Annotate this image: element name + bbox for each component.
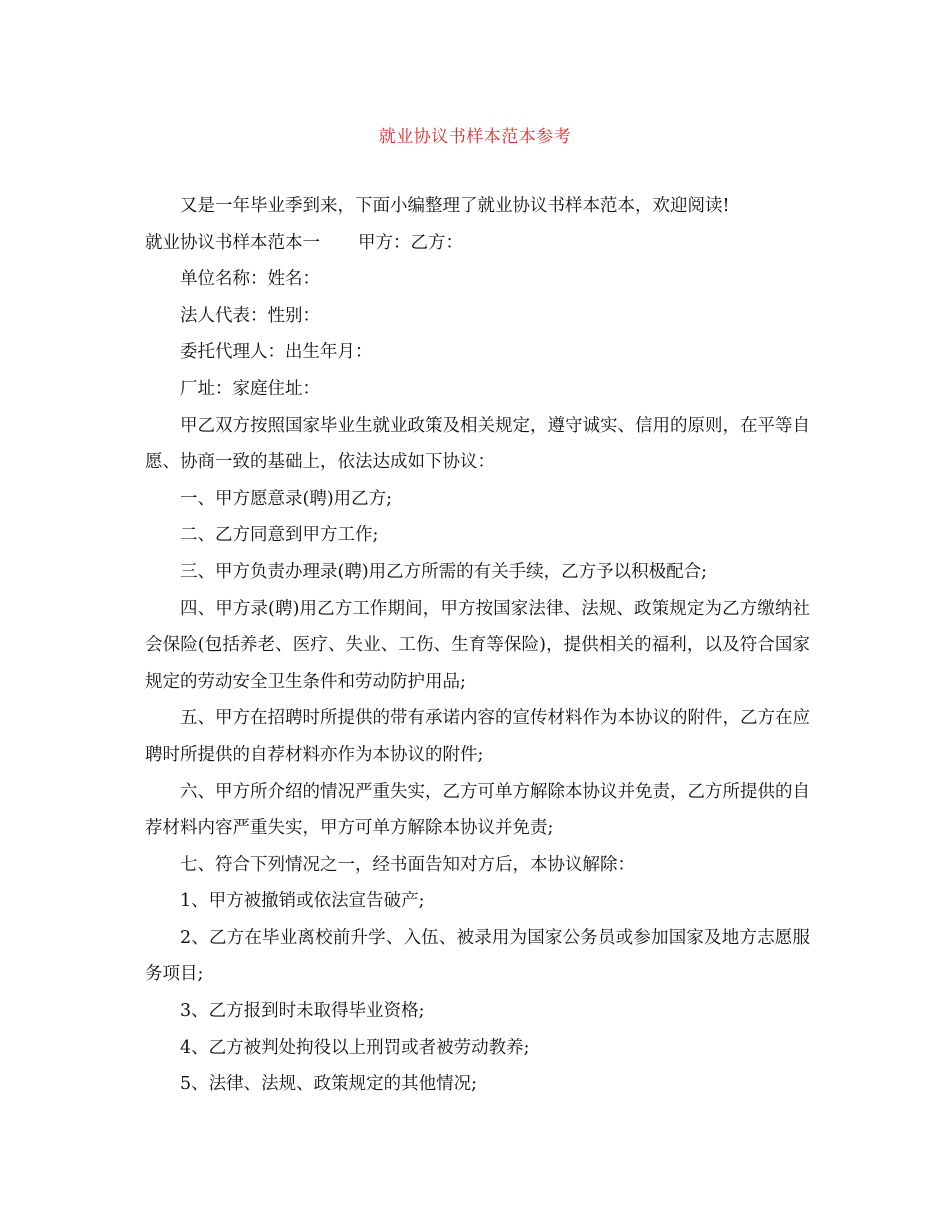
clause-5: 五、甲方在招聘时所提供的带有承诺内容的宣传材料作为本协议的附件，乙方在应聘时所提供的自荐材料亦作为本协议的附件;: [145, 708, 810, 765]
sub-clause-5: 5、法律、法规、政策规定的其他情况;: [180, 1074, 478, 1095]
preamble-paragraph: 甲乙双方按照国家毕业生就业政策及相关规定，遵守诚实、信用的原则，在平等自愿、协商一致的基础上，依法达成如下协议：: [145, 415, 810, 473]
clause-2: 二、乙方同意到甲方工作;: [180, 525, 379, 546]
document-body: [145, 188, 810, 1103]
sub-clause-3: 3、乙方报到时未取得毕业资格;: [180, 1001, 425, 1022]
intro-paragraph: 又是一年毕业季到来，下面小编整理了就业协议书样本范本，欢迎阅读!: [180, 196, 730, 216]
field-legal-rep: 法人代表：性别：: [180, 305, 320, 326]
sub-clause-1: 1、甲方被撤销或依法宣告破产;: [180, 891, 425, 912]
field-agent: 委托代理人：出生年月：: [180, 342, 373, 363]
clause-3: 三、甲方负责办理录(聘)用乙方所需的有关手续，乙方予以积极配合;: [180, 561, 708, 582]
sample-heading-line: [145, 225, 810, 262]
clause-4: 四、甲方录(聘)用乙方工作期间，甲方按国家法律、法规、政策规定为乙方缴纳社会保险(包括养老、医疗、失业、工伤、生育等保险)，提供相关的福利，以及符合国家规定的劳动安全卫生条件和劳动防护用品;: [145, 598, 810, 692]
document-title: 就业协议书样本范本参考: [378, 127, 572, 147]
parties-line: 甲方：乙方：: [358, 232, 463, 253]
clause-7: 七、符合下列情况之一，经书面告知对方后，本协议解除：: [180, 854, 635, 875]
clause-6: 六、甲方所介绍的情况严重失实，乙方可单方解除本协议并免责，乙方所提供的自荐材料内容严重失实，甲方可单方解除本协议并免责;: [145, 781, 810, 839]
field-unit-name: 单位名称：姓名：: [180, 269, 320, 290]
clause-1: 一、甲方愿意录(聘)用乙方;: [180, 488, 393, 509]
sample-heading: 就业协议书样本范本一: [145, 232, 320, 253]
sub-clause-4: 4、乙方被判处拘役以上刑罚或者被劳动教养;: [180, 1037, 530, 1058]
field-address: 厂址：家庭住址：: [180, 378, 320, 399]
sub-clause-2: 2、乙方在毕业离校前升学、入伍、被录用为国家公务员或参加国家及地方志愿服务项目;: [145, 927, 810, 985]
